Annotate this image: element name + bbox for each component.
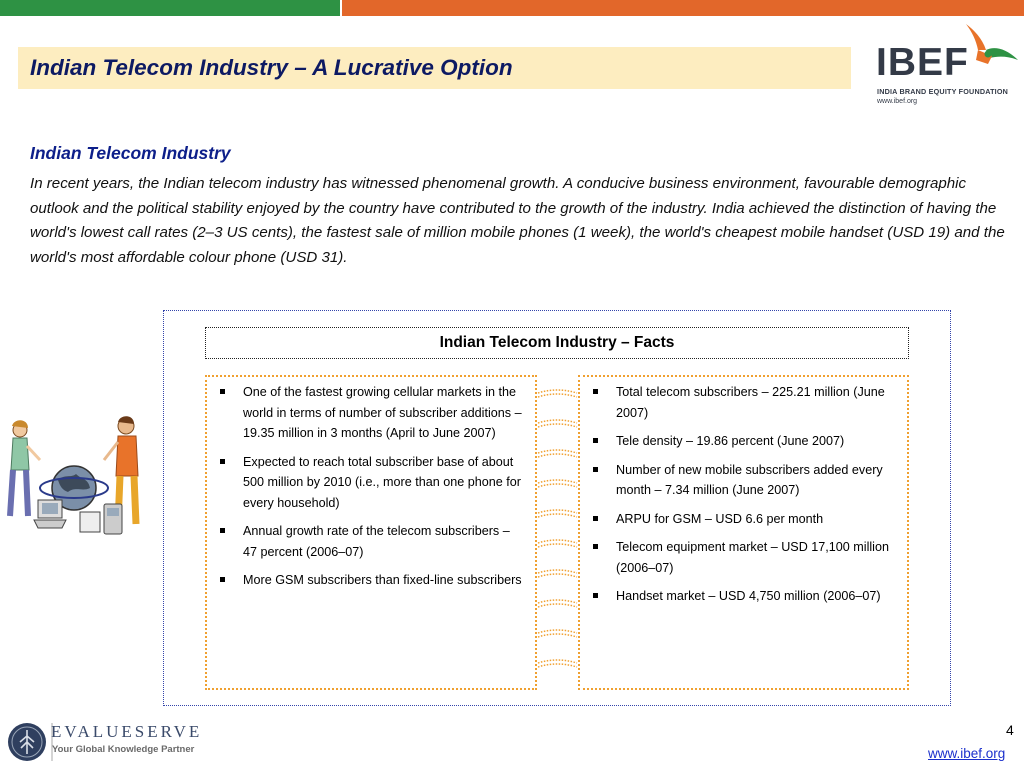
list-item: More GSM subscribers than fixed-line subscribers	[207, 570, 535, 591]
title-band	[18, 47, 851, 89]
facts-right-column	[578, 375, 909, 690]
page-title: Indian Telecom Industry – A Lucrative Option	[30, 55, 513, 80]
facts-right-list	[580, 377, 907, 607]
page-number: 4	[1006, 722, 1014, 738]
ibef-url: www.ibef.org	[877, 98, 918, 105]
ibef-tagline: INDIA BRAND EQUITY FOUNDATION	[877, 87, 1009, 96]
ibef-bird-logo-icon	[948, 20, 1024, 84]
evalueserve-name: EVALUESERVE	[51, 722, 203, 741]
list-item: Tele density – 19.86 percent (June 2007)	[580, 431, 907, 452]
people-globe-computer-illustration-icon	[2, 408, 152, 543]
list-item: Telecom equipment market – USD 17,100 million (2006–07)	[580, 537, 907, 578]
top-color-bar	[0, 0, 1024, 16]
footer-ibef-link[interactable]: www.ibef.org	[928, 746, 1006, 761]
list-item: Expected to reach total subscriber base of about 500 million by 2010 (i.e., more than one phone for every household)	[207, 452, 535, 514]
list-item: Handset market – USD 4,750 million (2006–07)	[580, 586, 907, 607]
ibef-logo-wordmark: IBEF	[876, 41, 969, 84]
column-connectors	[537, 375, 578, 690]
evalueserve-tagline: Your Global Knowledge Partner	[52, 744, 195, 755]
intro-paragraph: In recent years, the Indian telecom industry has witnessed phenomenal growth. A conducive business environment, favourable demographic outlook and the political stability enjoyed by the country have contributed to the growth of the industry. India achieved the distinction of having the world's lowest call rates (2–3 US cents), the fastest sale of million mobile phones (1 week), the world's cheapest mobile handset (USD 19) and the world's most affordable colour phone (USD 31).	[30, 175, 1005, 266]
list-item: Annual growth rate of the telecom subscribers – 47 percent (2006–07)	[207, 521, 535, 562]
list-item: Total telecom subscribers – 225.21 million (June 2007)	[580, 382, 907, 423]
top-bar-green	[0, 0, 340, 16]
list-item: One of the fastest growing cellular markets in the world in terms of number of subscriber additions – 19.35 million in 3 months (April to June 2007)	[207, 382, 535, 444]
facts-title: Indian Telecom Industry – Facts	[205, 327, 909, 359]
list-item: Number of new mobile subscribers added every month – 7.34 million (June 2007)	[580, 460, 907, 501]
list-item: ARPU for GSM – USD 6.6 per month	[580, 509, 907, 530]
top-bar-orange	[342, 0, 1024, 16]
facts-left-list	[207, 377, 535, 591]
facts-left-column	[205, 375, 537, 690]
section-heading: Indian Telecom Industry	[30, 143, 231, 163]
